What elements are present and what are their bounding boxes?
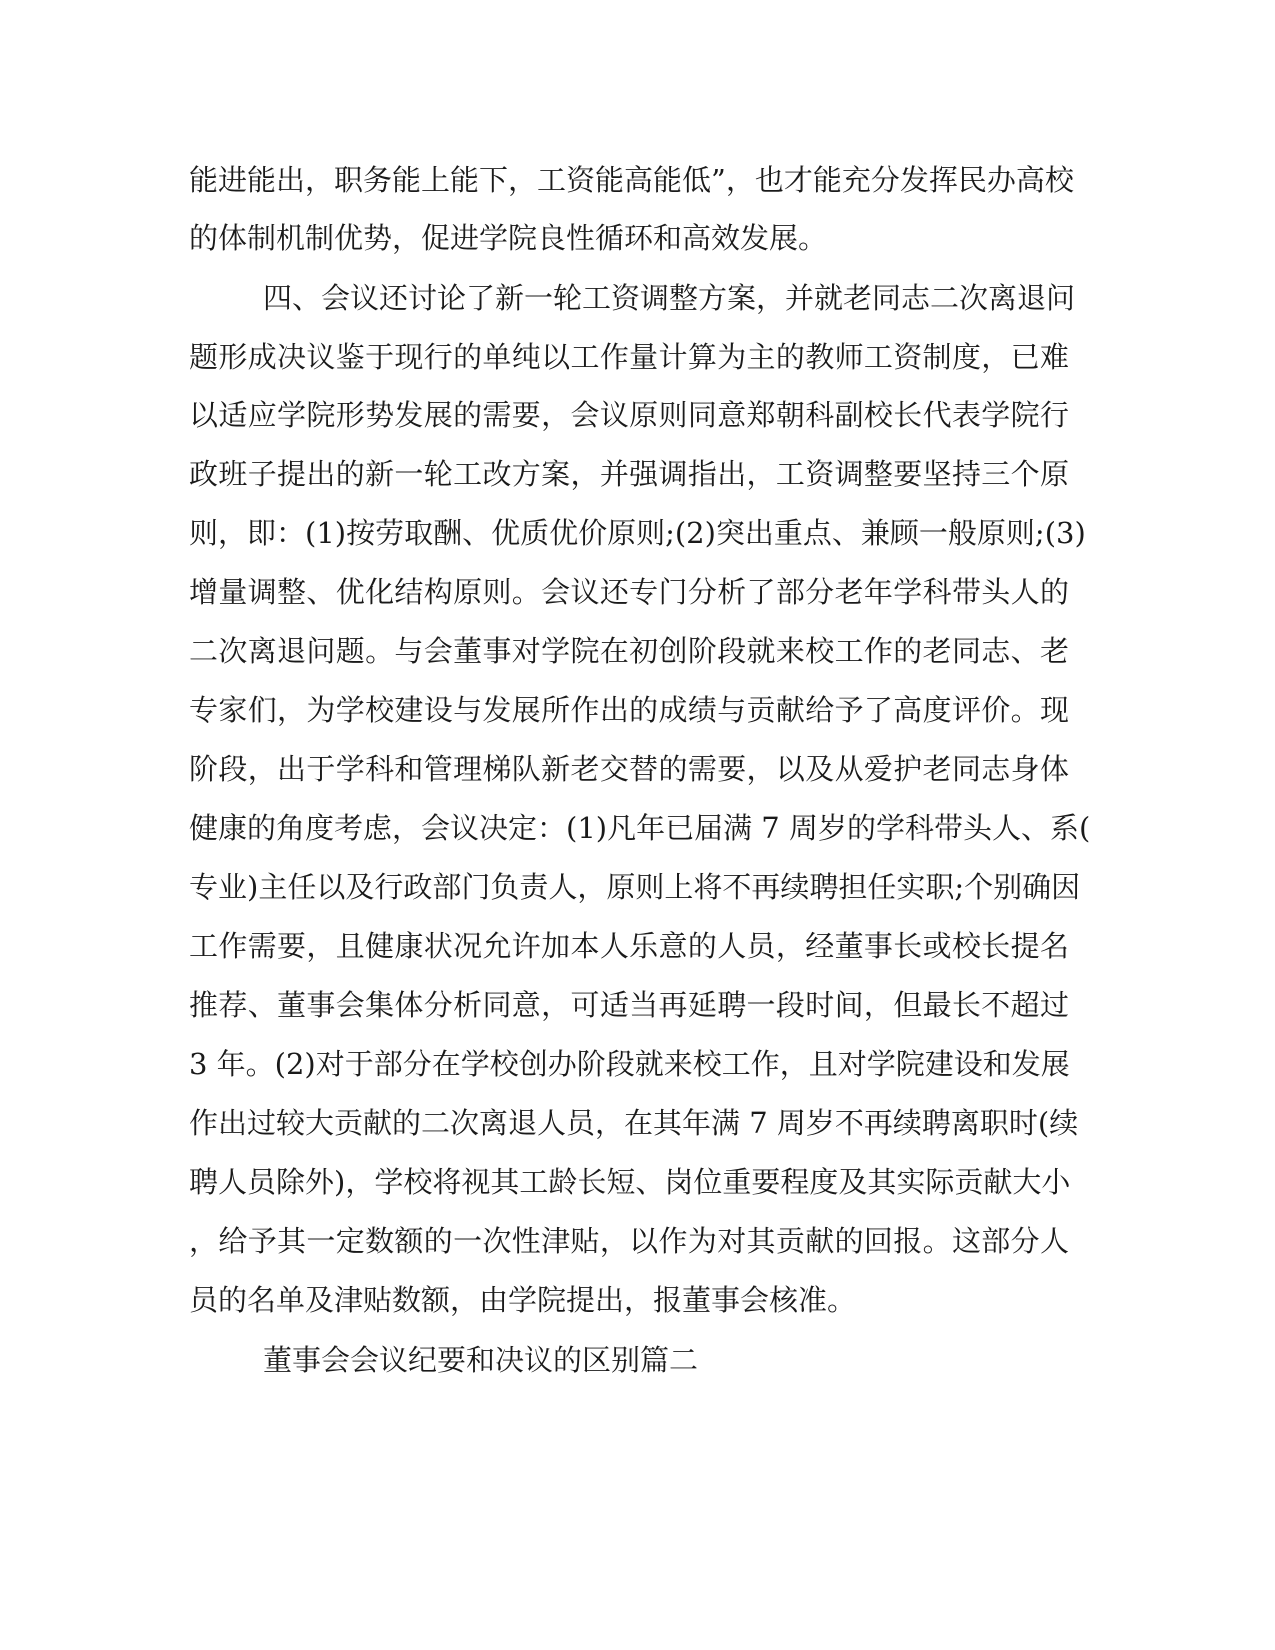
body-text-line: 工作需要，且健康状况允许加本人乐意的人员，经董事长或校长提名	[189, 929, 1069, 963]
body-text-line: 能进能出，职务能上能下，工资能高能低”，也才能充分发挥民办高校	[189, 163, 1074, 197]
body-text-line: 推荐、董事会集体分析同意，可适当再延聘一段时间，但最长不超过	[189, 988, 1069, 1022]
body-text-line: 二次离退问题。与会董事对学院在初创阶段就来校工作的老同志、老	[189, 634, 1069, 668]
section-heading: 董事会会议纪要和决议的区别篇二	[263, 1343, 699, 1377]
body-text-line: 专业)主任以及行政部门负责人，原则上将不再续聘担任实职;个别确因	[189, 870, 1081, 904]
body-text-line: 作出过较大贡献的二次离退人员，在其年满 7 周岁不再续聘离职时(续	[189, 1106, 1079, 1140]
paragraph-start-line: 四、会议还讨论了新一轮工资调整方案，并就老同志二次离退问	[263, 281, 1076, 315]
body-text-line: 专家们，为学校建设与发展所作出的成绩与贡献给予了高度评价。现	[189, 693, 1069, 727]
body-text-line: 增量调整、优化结构原则。会议还专门分析了部分老年学科带头人的	[189, 575, 1069, 609]
body-text-line: 健康的角度考虑，会议决定：(1)凡年已届满 7 周岁的学科带头人、系(	[189, 811, 1091, 845]
body-text-line: 以适应学院形势发展的需要，会议原则同意郑朝科副校长代表学院行	[189, 398, 1069, 432]
body-text-line: ，给予其一定数额的一次性津贴，以作为对其贡献的回报。这部分人	[189, 1224, 1069, 1258]
body-text-line: 员的名单及津贴数额，由学院提出，报董事会核准。	[189, 1283, 857, 1317]
body-text-line: 政班子提出的新一轮工改方案，并强调指出，工资调整要坚持三个原	[189, 457, 1069, 491]
body-text-line: 则，即：(1)按劳取酬、优质优价原则;(2)突出重点、兼顾一般原则;(3)	[189, 516, 1086, 550]
body-text-line: 3 年。(2)对于部分在学校创办阶段就来校工作，且对学院建设和发展	[189, 1047, 1070, 1081]
body-text-line: 的体制机制优势，促进学院良性循环和高效发展。	[189, 221, 828, 255]
body-text-line: 聘人员除外)，学校将视其工龄长短、岗位重要程度及其实际贡献大小	[189, 1165, 1071, 1199]
body-text-line: 题形成决议鉴于现行的单纯以工作量计算为主的教师工资制度，已难	[189, 340, 1069, 374]
body-text-line: 阶段，出于学科和管理梯队新老交替的需要，以及从爱护老同志身体	[189, 752, 1069, 786]
